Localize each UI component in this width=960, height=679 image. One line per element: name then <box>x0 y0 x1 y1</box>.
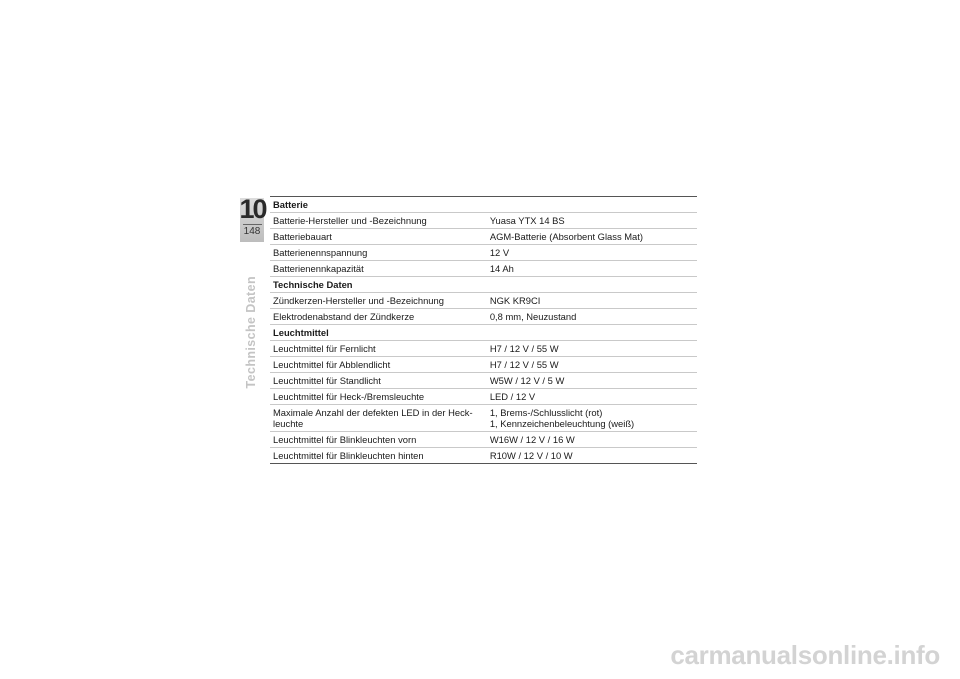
table-row <box>270 389 697 405</box>
spec-table <box>270 196 697 464</box>
table-row <box>270 213 697 229</box>
row-label: Batterienennspannung <box>270 245 487 261</box>
table-row <box>270 261 697 277</box>
row-value: LED / 12 V <box>487 389 697 405</box>
table-row <box>270 373 697 389</box>
row-label: Leuchtmittel für Blinkleuchten hinten <box>270 448 487 464</box>
row-label: Batterienennkapazität <box>270 261 487 277</box>
row-value: 14 Ah <box>487 261 697 277</box>
table-row <box>270 448 697 464</box>
row-label: Leuchtmittel für Fernlicht <box>270 341 487 357</box>
row-value: R10W / 12 V / 10 W <box>487 448 697 464</box>
row-value: H7 / 12 V / 55 W <box>487 357 697 373</box>
page-number: 148 <box>243 226 261 237</box>
chapter-underline <box>243 224 262 225</box>
row-label: Zündkerzen-Hersteller und -Bezeichnung <box>270 293 487 309</box>
row-value <box>487 405 697 432</box>
row-value: H7 / 12 V / 55 W <box>487 341 697 357</box>
table-row <box>270 432 697 448</box>
row-value: W5W / 12 V / 5 W <box>487 373 697 389</box>
row-label: Leuchtmittel für Abblendlicht <box>270 357 487 373</box>
table-row <box>270 293 697 309</box>
section-heading: Technische Daten <box>270 277 697 293</box>
row-value: 0,8 mm, Neuzustand <box>487 309 697 325</box>
row-label-line: leuchte <box>273 418 304 429</box>
section-heading: Leuchtmittel <box>270 325 697 341</box>
row-value: AGM-Batterie (Absorbent Glass Mat) <box>487 229 697 245</box>
row-label-line: Maximale Anzahl der defekten LED in der Heck- <box>273 407 473 418</box>
row-label: Leuchtmittel für Heck-/Bremsleuchte <box>270 389 487 405</box>
row-value: Yuasa YTX 14 BS <box>487 213 697 229</box>
table-row <box>270 357 697 373</box>
row-label: Batteriebauart <box>270 229 487 245</box>
chapter-number: 10 <box>239 194 266 224</box>
row-value: NGK KR9CI <box>487 293 697 309</box>
watermark: carmanualsonline.info <box>670 640 940 670</box>
section-heading-row <box>270 197 697 213</box>
table-row <box>270 245 697 261</box>
row-value-line: 1, Kennzeichenbeleuchtung (weiß) <box>489 418 635 429</box>
row-value-line: 1, Brems-/Schlusslicht (rot) <box>489 407 603 418</box>
row-label: Leuchtmittel für Standlicht <box>270 373 487 389</box>
chapter-side-title: Technische Daten <box>244 276 258 389</box>
row-label <box>270 405 487 432</box>
row-value: 12 V <box>487 245 697 261</box>
section-heading: Batterie <box>270 197 697 213</box>
table-row <box>270 229 697 245</box>
table-row <box>270 309 697 325</box>
chapter-side-title-wrap <box>244 276 264 436</box>
section-heading-row <box>270 277 697 293</box>
row-value: W16W / 12 V / 16 W <box>487 432 697 448</box>
table-row <box>270 405 697 432</box>
row-label: Elektrodenabstand der Zündkerze <box>270 309 487 325</box>
row-label: Batterie-Hersteller und -Bezeichnung <box>270 213 487 229</box>
section-heading-row <box>270 325 697 341</box>
table-row <box>270 341 697 357</box>
row-label: Leuchtmittel für Blinkleuchten vorn <box>270 432 487 448</box>
